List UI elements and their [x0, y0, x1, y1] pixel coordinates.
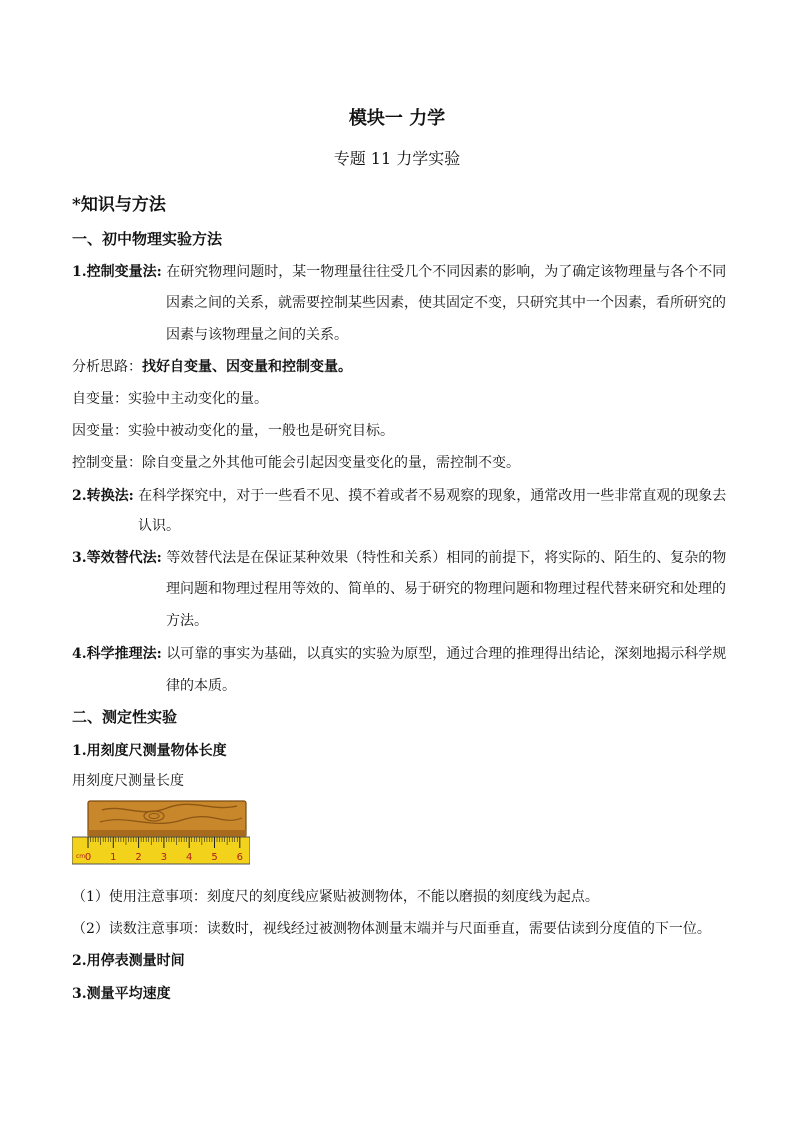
method3-colon: :: [156, 550, 162, 566]
method1-text-2: 因素之间的关系，就需要控制某些因素，使其固定不变，只研究其中一个因素，看所研究的: [166, 295, 726, 311]
method4-text-1: 以可靠的事实为基础，以真实的实验为原型，通过合理的推理得出结论，深刻地揭示科学规: [166, 646, 727, 662]
method2-colon: :: [128, 488, 134, 504]
method2-text-1: 在科学探究中，对于一些看不见、摸不着或者不易观察的现象，通常改用一些非常直观的现象去: [138, 488, 727, 504]
note-usage: （1）使用注意事项：刻度尺的刻度线应紧贴被测物体，不能以磨损的刻度线为起点。: [72, 889, 599, 905]
method4-colon: :: [156, 646, 162, 662]
method4-line1: [72, 643, 726, 663]
ruler-tick-label: 0: [84, 852, 92, 863]
method3-text-3: 方法。: [166, 613, 208, 629]
method3-line1: [72, 547, 726, 567]
note-reading: （2）读数注意事项：读数时，视线经过被测物体测量末端并与尺面垂直，需要估读到分度值的下一位。: [72, 921, 711, 937]
ruler-tick-label: 1: [110, 852, 117, 863]
subsection-stopwatch-heading: 2.用停表测量时间: [72, 953, 185, 969]
method2-line1: [72, 485, 726, 505]
section2-heading: 二、测定性实验: [72, 708, 178, 726]
wood-block: [88, 801, 246, 837]
analysis-line: [72, 356, 352, 376]
method4-text-2: 律的本质。: [166, 678, 236, 694]
independent-variable: 自变量：实验中主动变化的量。: [72, 391, 268, 407]
module-title: 模块一 力学: [348, 108, 446, 129]
ruler-tick-label: 6: [236, 852, 243, 863]
analysis-bold: 找好自变量、因变量和控制变量。: [142, 359, 352, 375]
method1-text-1: 在研究物理问题时，某一物理量往往受几个不同因素的影响，为了确定该物理量与各个不同: [166, 264, 727, 280]
ruler-tick-label: 4: [186, 852, 193, 863]
ruler-tick-label: 5: [211, 852, 218, 863]
method1-text-3: 因素与该物理量之间的关系。: [166, 327, 348, 343]
method2-term: 2.转换法: [72, 488, 129, 504]
method4-term: 4.科学推理法: [72, 646, 157, 662]
subsection-ruler-heading: 1.用刻度尺测量物体长度: [72, 743, 227, 759]
method3-text-1: 等效替代法是在保证某种效果（特性和关系）相同的前提下，将实际的、陌生的、复杂的物: [166, 550, 727, 566]
method3-term: 3.等效替代法: [72, 550, 157, 566]
ruler-tick-label: 2: [135, 852, 142, 863]
method1-term: 1.控制变量法: [72, 264, 157, 280]
method1-colon: :: [156, 264, 162, 280]
topic-subtitle: 专题 11 力学实验: [333, 149, 461, 168]
section1-heading: 一、初中物理实验方法: [72, 230, 223, 248]
knowledge-heading: *知识与方法: [72, 195, 166, 215]
method2-text-2: 认识。: [138, 518, 180, 534]
ruler-tick-label: 3: [160, 852, 168, 863]
method1-line1: [72, 261, 726, 281]
dependent-variable: 因变量：实验中被动变化的量，一般也是研究目标。: [72, 423, 394, 439]
ruler-illustration: [72, 800, 250, 866]
ruler: [72, 837, 250, 864]
control-variable: 控制变量：除自变量之外其他可能会引起因变量变化的量，需控制不变。: [72, 455, 520, 471]
ruler-unit: cm: [76, 853, 86, 860]
method3-text-2: 理问题和物理过程用等效的、简单的、易于研究的物理问题和物理过程代替来研究和处理的: [166, 581, 726, 597]
ruler-figure: [72, 800, 250, 866]
ruler-caption: 用刻度尺测量长度: [72, 773, 184, 789]
analysis-label: 分析思路：: [72, 359, 142, 375]
subsection-average-speed-heading: 3.测量平均速度: [72, 986, 171, 1002]
